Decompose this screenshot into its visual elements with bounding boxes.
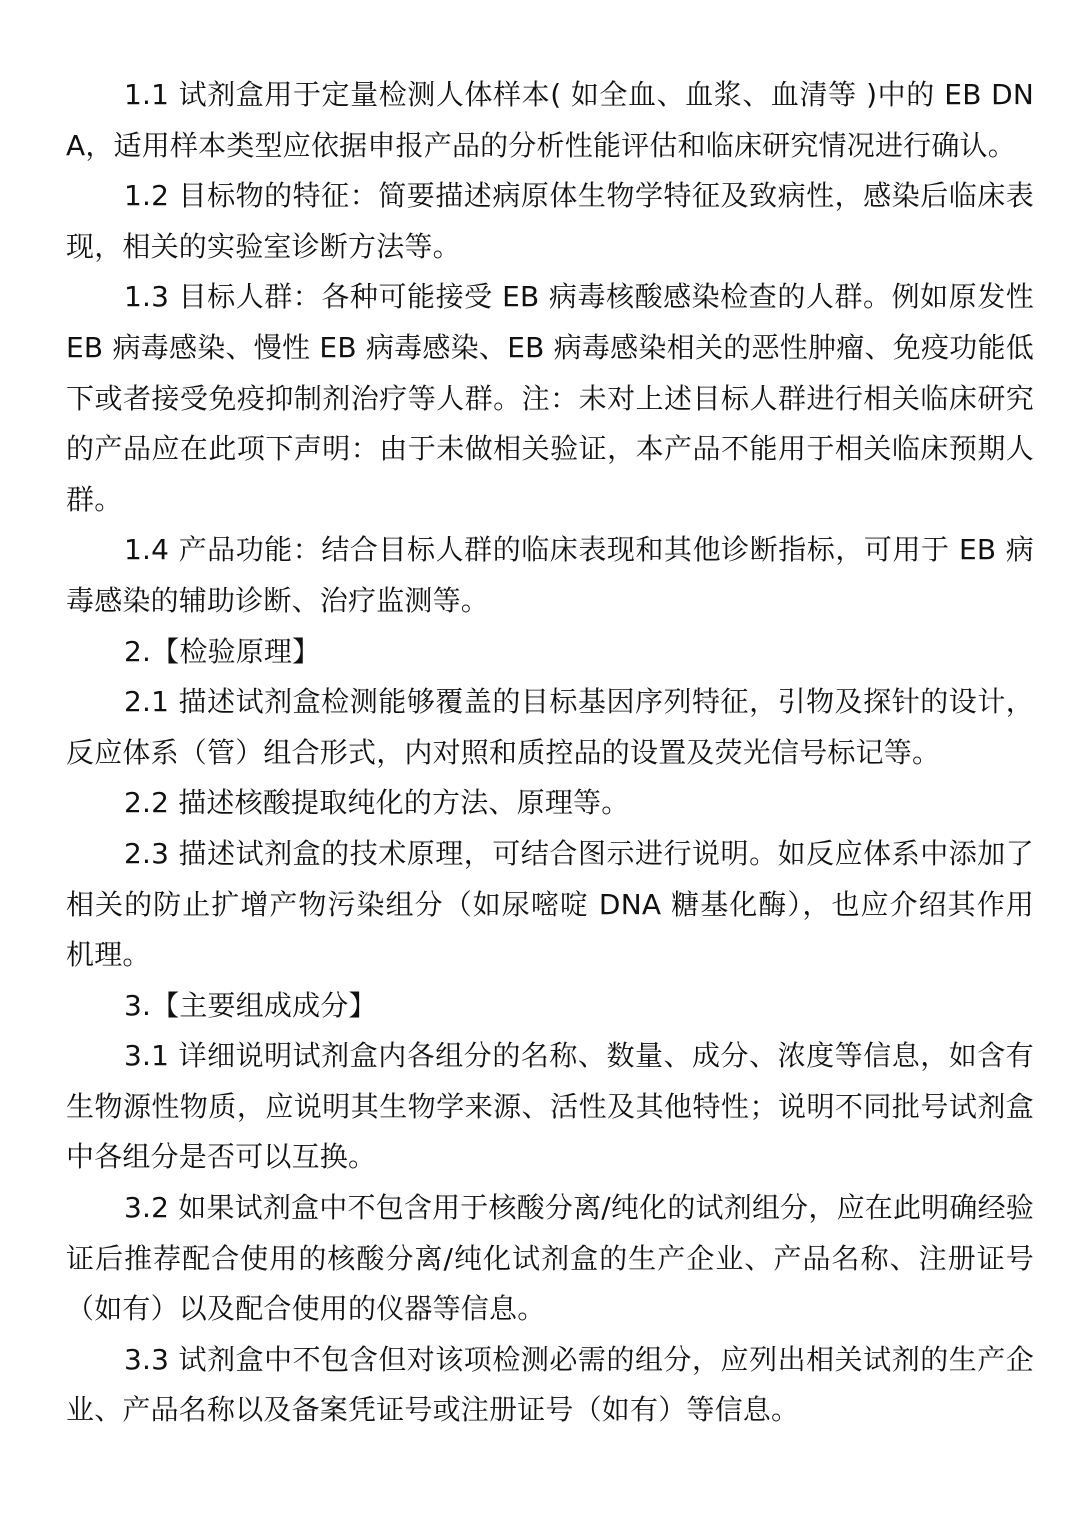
paragraph-3-3: 3.3 试剂盒中不包含但对该项检测必需的组分，应列出相关试剂的生产企业、产品名称以及备案凭证号或注册证号（如有）等信息。	[66, 1342, 1034, 1427]
paragraph-1-3: 1.3 目标人群：各种可能接受 EB 病毒核酸感染检查的人群。例如原发性 EB 病毒感染、慢性 EB 病毒感染、EB 病毒感染相关的恶性肿瘤、免疫功能低下或者接受免疫抑制剂治疗等人群。注：未对上述目标人群进行相关临床研究的产品应在此项下声明：由于未做相关验证，本产品不能用于相关临床预期人群。	[66, 280, 1034, 516]
section-heading-2: 2.【检验原理】	[124, 634, 321, 668]
paragraph-3-1: 3.1 详细说明试剂盒内各组分的名称、数量、成分、浓度等信息，如含有生物源性物质，应说明其生物学来源、活性及其他特性；说明不同批号试剂盒中各组分是否可以互换。	[66, 1039, 1034, 1174]
paragraph-1-2: 1.2 目标物的特征：简要描述病原体生物学特征及致病性，感染后临床表现，相关的实验室诊断方法等。	[66, 179, 1034, 263]
paragraph-1-1: 1.1 试剂盒用于定量检测人体样本( 如全血、血浆、血清等 )中的 EB DNA，适用样本类型应依据申报产品的分析性能评估和临床研究情况进行确认。	[66, 78, 1034, 162]
paragraph-3-2: 3.2 如果试剂盒中不包含用于核酸分离/纯化的试剂组分，应在此明确经验证后推荐配合使用的核酸分离/纯化试剂盒的生产企业、产品名称、注册证号（如有）以及配合使用的仪器等信息。	[66, 1191, 1034, 1326]
section-heading-3: 3.【主要组成成分】	[124, 988, 377, 1022]
paragraph-1-4: 1.4 产品功能：结合目标人群的临床表现和其他诊断指标，可用于 EB 病毒感染的辅助诊断、治疗监测等。	[66, 533, 1034, 617]
paragraph-2-1: 2.1 描述试剂盒检测能够覆盖的目标基因序列特征，引物及探针的设计，反应体系（管）组合形式，内对照和质控品的设置及荧光信号标记等。	[66, 685, 1034, 769]
paragraph-2-3: 2.3 描述试剂盒的技术原理，可结合图示进行说明。如反应体系中添加了相关的防止扩增产物污染组分（如尿嘧啶 DNA 糖基化酶），也应介绍其作用机理。	[66, 836, 1034, 972]
paragraph-2-2: 2.2 描述核酸提取纯化的方法、原理等。	[124, 786, 630, 820]
